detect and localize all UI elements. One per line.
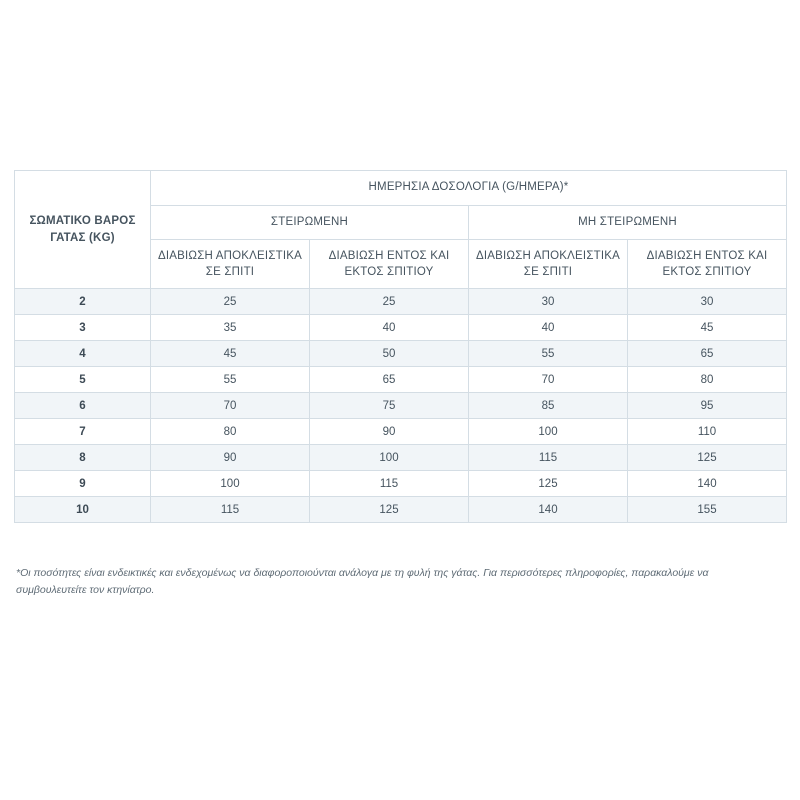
- column-header-sub-4: ΔΙΑΒΙΩΣΗ ΕΝΤΟΣ ΚΑΙ ΕΚΤΟΣ ΣΠΙΤΙΟΥ: [628, 240, 787, 289]
- cell-value: 65: [310, 367, 469, 393]
- column-header-group-non-sterilised: ΜΗ ΣΤΕΙΡΩΜΕΝΗ: [469, 205, 787, 240]
- cell-value: 50: [310, 341, 469, 367]
- cell-value: 95: [628, 393, 787, 419]
- cell-value: 90: [310, 419, 469, 445]
- footnote-text: *Οι ποσότητες είναι ενδεικτικές και ενδεχομένως να διαφοροποιούνται ανάλογα με τη φυλή της γάτας. Για περισσότερες πληροφορίες, παρακαλούμε να συμβουλευτείτε τον κτηνίατρο.: [16, 567, 709, 597]
- table-row: [15, 419, 787, 445]
- cell-weight: 8: [15, 445, 151, 471]
- table-row: [15, 471, 787, 497]
- cell-value: 25: [310, 289, 469, 315]
- cell-value: 45: [151, 341, 310, 367]
- cell-value: 155: [628, 497, 787, 523]
- cell-value: 65: [628, 341, 787, 367]
- table-row: [15, 497, 787, 523]
- cell-value: 140: [628, 471, 787, 497]
- table-row: [15, 367, 787, 393]
- cell-value: 100: [469, 419, 628, 445]
- cell-value: 90: [151, 445, 310, 471]
- cell-value: 115: [469, 445, 628, 471]
- cell-value: 110: [628, 419, 787, 445]
- header-row-top: [15, 171, 787, 206]
- cell-value: 40: [310, 315, 469, 341]
- cell-weight: 4: [15, 341, 151, 367]
- dosage-table-container: [14, 170, 786, 523]
- cell-weight: 5: [15, 367, 151, 393]
- table-head: [15, 171, 787, 289]
- dosage-table: [14, 170, 787, 523]
- table-row: [15, 393, 787, 419]
- column-header-daily-dosage: ΗΜΕΡΗΣΙΑ ΔΟΣΟΛΟΓΙΑ (G/ΗΜΕΡΑ)*: [151, 171, 787, 206]
- cell-value: 80: [628, 367, 787, 393]
- cell-value: 30: [469, 289, 628, 315]
- cell-value: 75: [310, 393, 469, 419]
- table-body: [15, 289, 787, 523]
- table-row: [15, 341, 787, 367]
- cell-weight: 7: [15, 419, 151, 445]
- table-row: [15, 315, 787, 341]
- column-header-group-sterilised: ΣΤΕΙΡΩΜΕΝΗ: [151, 205, 469, 240]
- cell-value: 115: [151, 497, 310, 523]
- cell-value: 100: [151, 471, 310, 497]
- cell-weight: 6: [15, 393, 151, 419]
- cell-value: 125: [628, 445, 787, 471]
- cell-weight: 9: [15, 471, 151, 497]
- cell-value: 100: [310, 445, 469, 471]
- cell-value: 85: [469, 393, 628, 419]
- cell-value: 45: [628, 315, 787, 341]
- cell-weight: 10: [15, 497, 151, 523]
- cell-value: 35: [151, 315, 310, 341]
- table-row: [15, 289, 787, 315]
- cell-value: 25: [151, 289, 310, 315]
- cell-weight: 3: [15, 315, 151, 341]
- cell-value: 80: [151, 419, 310, 445]
- cell-value: 70: [151, 393, 310, 419]
- column-header-sub-1: ΔΙΑΒΙΩΣΗ ΑΠΟΚΛΕΙΣΤΙΚΑ ΣΕ ΣΠΙΤΙ: [151, 240, 310, 289]
- cell-value: 55: [469, 341, 628, 367]
- cell-value: 40: [469, 315, 628, 341]
- cell-value: 115: [310, 471, 469, 497]
- cell-value: 125: [310, 497, 469, 523]
- column-header-weight: ΣΩΜΑΤΙΚΟ ΒΑΡΟΣ ΓΑΤΑΣ (KG): [15, 171, 151, 289]
- column-header-sub-2: ΔΙΑΒΙΩΣΗ ΕΝΤΟΣ ΚΑΙ ΕΚΤΟΣ ΣΠΙΤΙΟΥ: [310, 240, 469, 289]
- cell-weight: 2: [15, 289, 151, 315]
- cell-value: 70: [469, 367, 628, 393]
- cell-value: 55: [151, 367, 310, 393]
- column-header-sub-3: ΔΙΑΒΙΩΣΗ ΑΠΟΚΛΕΙΣΤΙΚΑ ΣΕ ΣΠΙΤΙ: [469, 240, 628, 289]
- cell-value: 125: [469, 471, 628, 497]
- cell-value: 140: [469, 497, 628, 523]
- table-row: [15, 445, 787, 471]
- cell-value: 30: [628, 289, 787, 315]
